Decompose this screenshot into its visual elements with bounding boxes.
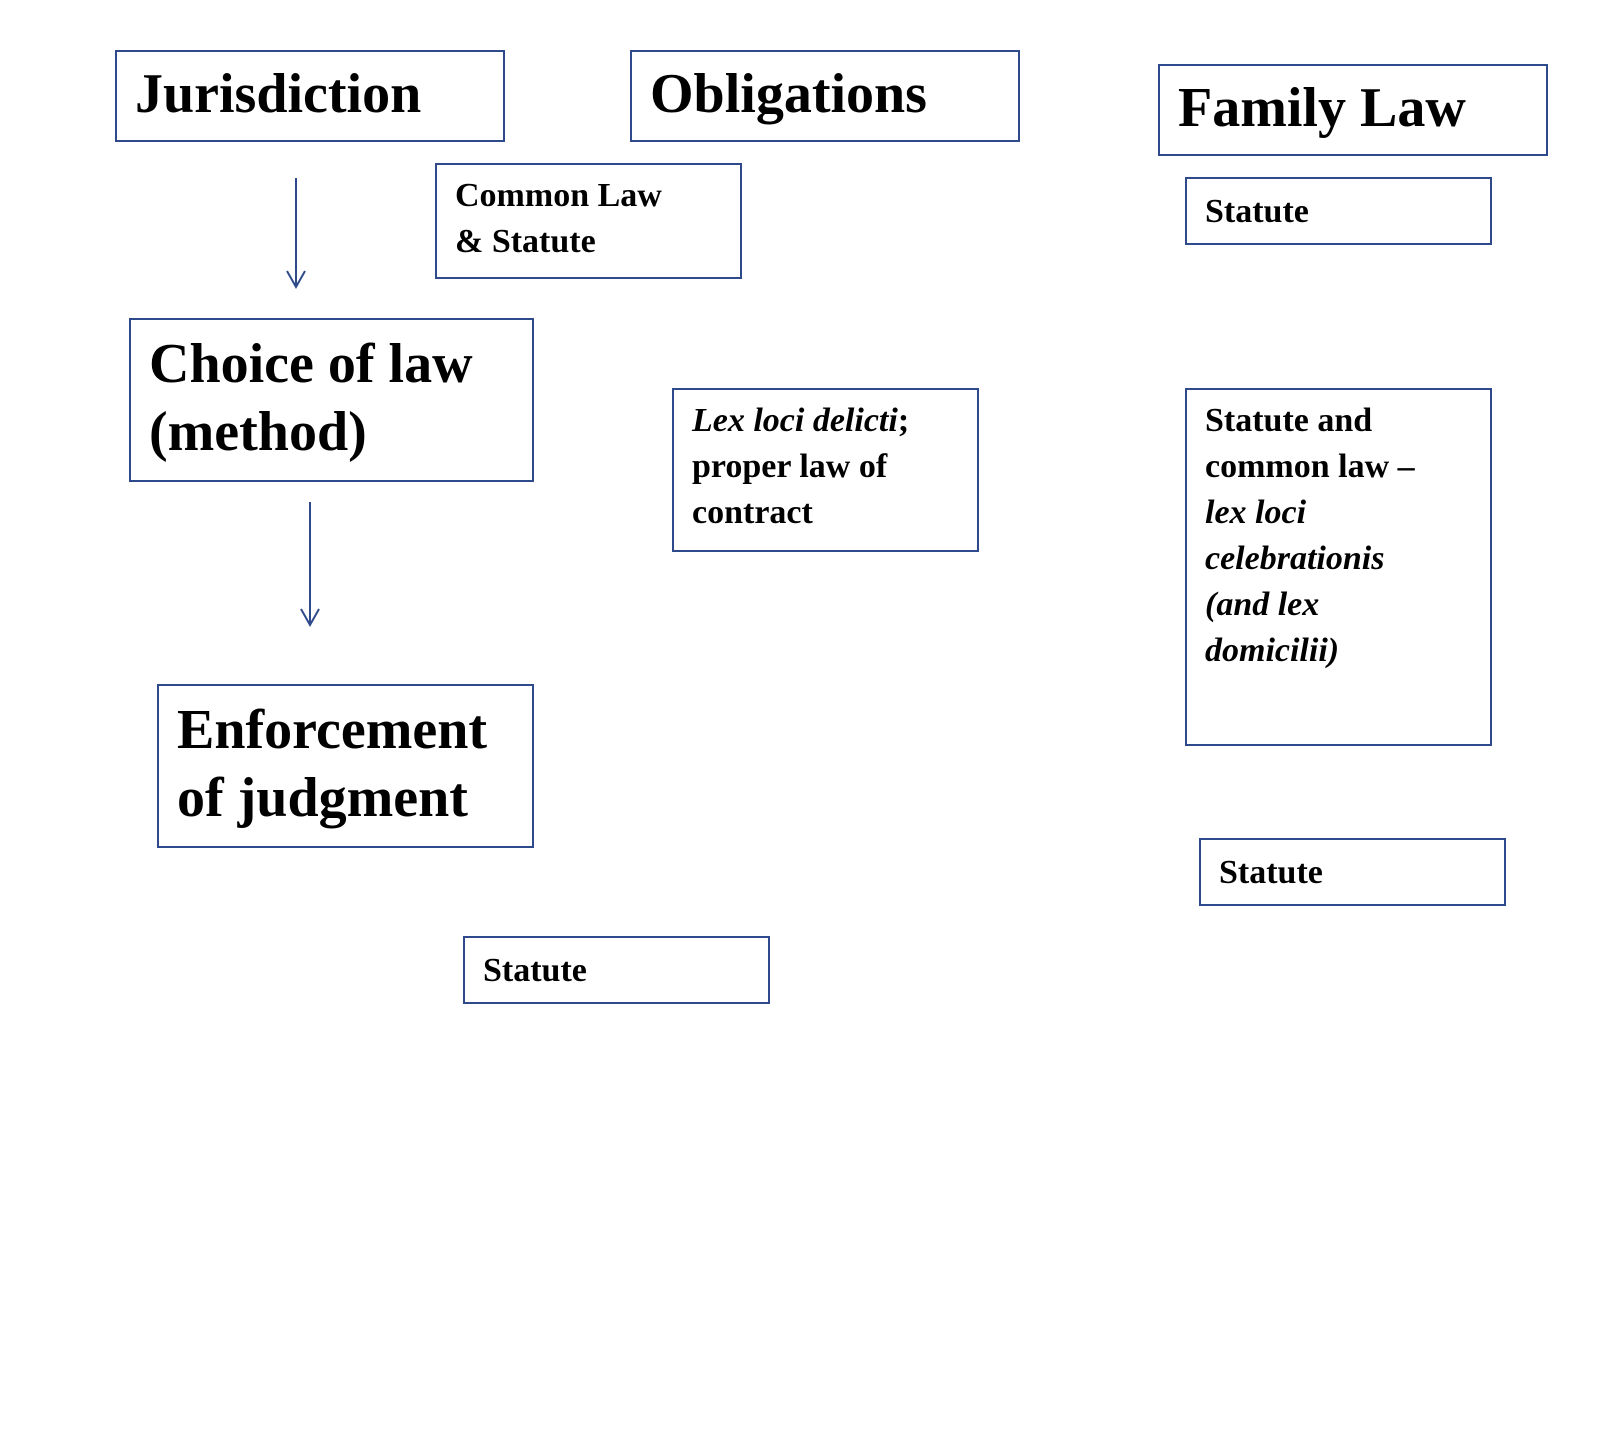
enforcement-line-1: Enforcement — [177, 699, 487, 761]
family-statute-common-line-3: lex loci — [1205, 494, 1307, 531]
lex-loci-line-3: contract — [692, 494, 813, 531]
common-law-line: Common Law — [455, 177, 662, 214]
obligations-label: Obligations — [650, 63, 927, 125]
family-statute-common-line-4: celebrationis — [1205, 540, 1385, 577]
family-statute-label-2: Statute — [1219, 854, 1323, 891]
enforcement-line-2: of judgment — [177, 767, 468, 829]
lex-loci-semicolon: ; — [897, 402, 910, 439]
arrow-jurisdiction-to-choice-of-law — [287, 178, 305, 287]
family-statute-label-1: Statute — [1205, 193, 1309, 230]
lex-loci-line-2: proper law of — [692, 448, 888, 485]
family-statute-common-line-6: domicilii) — [1205, 632, 1340, 669]
family-statute-common-line-5: (and lex — [1205, 586, 1320, 623]
enforcement-statute-label: Statute — [483, 952, 587, 989]
choice-of-law-line-2: (method) — [149, 401, 367, 463]
family-statute-common-line-2: common law – — [1205, 448, 1415, 485]
lex-loci-delicti-text: Lex loci delicti — [692, 402, 898, 439]
arrow-choice-of-law-to-enforcement — [301, 502, 319, 625]
family-statute-common-line-1: Statute and — [1205, 402, 1373, 439]
family-law-label: Family Law — [1178, 77, 1466, 139]
choice-of-law-line-1: Choice of law — [149, 333, 473, 395]
statute-line: & Statute — [455, 223, 596, 260]
jurisdiction-label: Jurisdiction — [135, 63, 422, 125]
